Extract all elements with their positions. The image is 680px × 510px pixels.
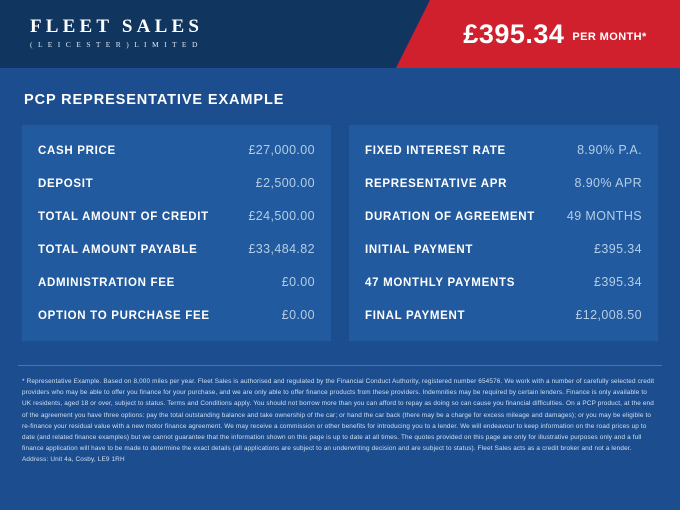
row-label: TOTAL AMOUNT PAYABLE — [38, 243, 198, 256]
row-value: £24,500.00 — [248, 208, 315, 223]
row-label: OPTION TO PURCHASE FEE — [38, 309, 210, 322]
row-label: FIXED INTEREST RATE — [365, 144, 506, 157]
row-value: £2,500.00 — [255, 175, 315, 190]
row-value: 8.90% P.A. — [577, 142, 642, 157]
row-value: 8.90% APR — [574, 175, 642, 190]
row-value: £0.00 — [281, 274, 315, 289]
table-row — [22, 166, 331, 199]
row-label: TOTAL AMOUNT OF CREDIT — [38, 210, 209, 223]
row-value: 49 MONTHS — [566, 208, 642, 223]
page-title: PCP REPRESENTATIVE EXAMPLE — [24, 92, 285, 108]
price-amount: £395.34 — [463, 19, 565, 49]
row-label: REPRESENTATIVE APR — [365, 177, 508, 190]
table-row — [349, 265, 658, 298]
row-label: DURATION OF AGREEMENT — [365, 210, 535, 223]
row-label: DEPOSIT — [38, 177, 94, 190]
finance-details-columns — [0, 108, 680, 341]
disclaimer-text: * Representative Example. Based on 8,000 miles per year. Fleet Sales is authorised and regulated by the Financial Conduct Authority, registered number 654576. We work with a number of carefully selected credit providers who may be able to offer you finance for your purchase, and we are only able to offer finance products from these providers. Indemnities may be required by certain lenders. Finance is only available to UK residents, aged 18 or over, subject to status. Terms and Conditions apply. You should not borrow more than you can afford to repay as doing so can cause you financial difficulties. On a PCP product, at the end of the agreement you have three options: pay the total outstanding balance and take ownership of the car; or hand the car back (there may be a charge for excess mileage and damages); or you may be eligible to re-finance your residual value with a new motor finance agreement. We may receive a commission or other benefits for introducing you to a lender. We will endeavour to keep information on the road prices up to date (and related finance examples) but we cannot guarantee that the information shown on this page is up to date at all times. The quotes provided on this page are only for illustrative purposes only and a full finance application will have to be made to determine the exact details (all applications are subject to an underwriting decision and are subject to status). Fleet Sales acts as a credit broker and not a lender. Address: Unit 4a, Cosby, LE9 1RH — [22, 378, 655, 464]
brand-logo — [30, 16, 203, 49]
monthly-price-banner — [430, 0, 680, 68]
row-label: 47 MONTHLY PAYMENTS — [365, 276, 516, 289]
table-row — [349, 133, 658, 166]
row-value: £0.00 — [281, 307, 315, 322]
table-row — [349, 199, 658, 232]
row-value: £27,000.00 — [248, 142, 315, 157]
row-value: £33,484.82 — [248, 241, 315, 256]
brand-subtitle: ( L E I C E S T E R ) L I M I T E D — [30, 40, 200, 49]
row-label: INITIAL PAYMENT — [365, 243, 474, 256]
row-value: £12,008.50 — [575, 307, 642, 322]
row-value: £395.34 — [594, 274, 642, 289]
table-row — [22, 199, 331, 232]
table-row — [349, 298, 658, 331]
right-details-panel — [349, 125, 658, 341]
table-row — [349, 232, 658, 265]
price-suffix: PER MONTH* — [572, 31, 647, 43]
page-header — [0, 0, 680, 68]
table-row — [349, 166, 658, 199]
brand-name: FLEET SALES — [30, 16, 204, 37]
row-label: FINAL PAYMENT — [365, 309, 466, 322]
table-row — [22, 133, 331, 166]
row-label: ADMINISTRATION FEE — [38, 276, 175, 289]
left-details-panel — [22, 125, 331, 341]
table-row — [22, 232, 331, 265]
table-row — [22, 265, 331, 298]
table-row — [22, 298, 331, 331]
row-value: £395.34 — [594, 241, 642, 256]
row-label: CASH PRICE — [38, 144, 116, 157]
